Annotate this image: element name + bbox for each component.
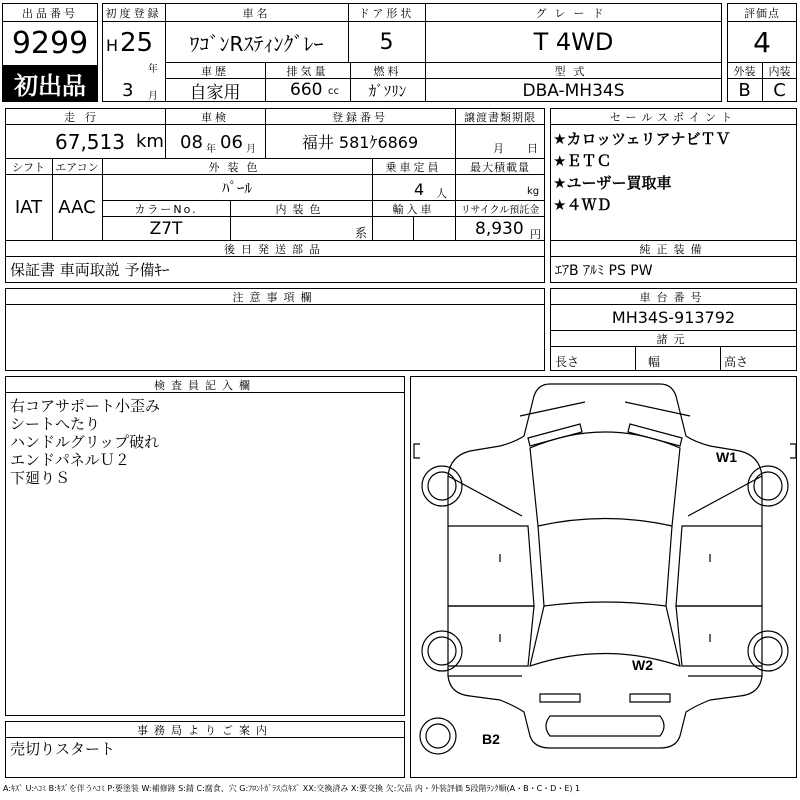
sales-points-label: セールスポイント <box>609 110 737 124</box>
door-type: 5 <box>379 29 394 55</box>
inspection-month-unit: 月 <box>246 144 256 155</box>
model-code: DBA-MH34S <box>522 80 625 101</box>
inspector-note-line: 右コアサポート小歪み <box>10 397 161 415</box>
year-unit: 年 <box>148 64 158 75</box>
displacement-label: 排気量 <box>286 64 329 78</box>
mileage-label: 走行 <box>64 110 106 124</box>
sales-point-item: ★ユーザー買取車 <box>553 174 672 192</box>
later-parts-text: 保証書 車両取説 予備ｷｰ <box>10 261 170 279</box>
recycle-fee: 8,930 <box>475 219 524 239</box>
capacity: 4 <box>414 180 425 199</box>
transfer-deadline-label: 譲渡書類期限 <box>464 110 536 124</box>
exterior-color: ﾊﾟｰﾙ <box>221 179 252 197</box>
inspection-label: 車検 <box>201 110 229 124</box>
chassis-number-label: 車台番号 <box>639 290 708 304</box>
history-label: 車歴 <box>201 64 229 78</box>
first-listing-badge: 初出品 <box>3 65 97 101</box>
car-name-label: 車名 <box>242 6 271 20</box>
inspector-note-line: 下廻りＳ <box>10 469 71 487</box>
sales-point-item: ★ＥＴＣ <box>553 152 612 170</box>
grade: T 4WD <box>533 28 614 56</box>
mileage-unit: km <box>136 131 164 152</box>
inspector-notes <box>10 397 160 487</box>
registration-month: 3 <box>122 80 134 101</box>
max-load-label: 最大積載量 <box>470 160 530 174</box>
aircon-label: エアコン <box>55 160 99 174</box>
recycle-fee-unit: 円 <box>530 228 541 241</box>
damage-mark-w2: W2 <box>632 657 653 673</box>
fuel: ｶﾞｿﾘﾝ <box>368 82 407 100</box>
model-code-label: 型式 <box>554 64 593 78</box>
specs-label: 諸元 <box>656 332 691 346</box>
shift: IAT <box>14 197 43 218</box>
car-name: ﾜｺﾞﾝRｽﾃｨﾝｸﾞﾚｰ <box>189 31 324 56</box>
interior-label: 内装 <box>768 64 791 78</box>
exterior-score: B <box>738 80 751 101</box>
transfer-day-unit: 日 <box>527 142 538 155</box>
door-label: ドア形状 <box>358 6 415 20</box>
inspection-month: 06 <box>220 132 243 153</box>
spec-height-label: 高さ <box>724 355 749 369</box>
inspector-note-line: ハンドルグリップ破れ <box>10 433 160 451</box>
mileage: 67,513 <box>55 130 125 154</box>
shift-label: シフト <box>12 160 45 174</box>
sales-point-item: ★４ＷＤ <box>553 196 612 214</box>
inspection-year: 08 <box>180 132 203 153</box>
color-number: Z7T <box>149 218 183 239</box>
max-load-unit: kg <box>527 186 540 197</box>
interior-color-label: 内装色 <box>275 202 327 216</box>
first-registration-label: 初度登録 <box>105 6 162 20</box>
capacity-unit: 人 <box>436 187 447 200</box>
capacity-label: 乗車定員 <box>385 160 442 174</box>
interior-score: C <box>773 80 786 101</box>
office-notice-text: 売切りスタート <box>10 740 116 758</box>
transfer-month-unit: 月 <box>493 142 504 155</box>
aircon: AAC <box>58 197 96 218</box>
spec-width-label: 幅 <box>648 355 661 369</box>
recycle-fee-label: リサイクル預託金 <box>460 205 540 216</box>
inspector-note-line: シートへたり <box>10 415 101 433</box>
genuine-equipment-label: 純正装備 <box>639 242 708 256</box>
inspector-note-line: エンドパネルＵ２ <box>10 451 130 469</box>
genuine-equipment-text: ｴｱB ｱﾙﾐ PS PW <box>555 263 653 279</box>
displacement: 660 <box>290 80 323 100</box>
later-parts-label: 後日発送部品 <box>224 242 326 256</box>
registration-number-label: 登録番号 <box>332 110 388 124</box>
score-label: 評価点 <box>744 6 780 20</box>
damage-mark-w1: W1 <box>716 449 737 465</box>
sales-point-item: ★カロッツェリアナビＴＶ <box>553 130 731 148</box>
notes-label: 注意事項欄 <box>232 290 318 304</box>
lot-number: 9299 <box>11 25 89 61</box>
car-damage-diagram <box>410 376 797 778</box>
inspector-notes-label: 検査員記入欄 <box>154 378 256 392</box>
month-unit: 月 <box>148 91 158 102</box>
exterior-label: 外装 <box>733 64 756 78</box>
interior-color-unit: 系 <box>355 226 368 240</box>
inspection-year-unit: 年 <box>206 144 216 155</box>
vehicle-history: 自家用 <box>189 83 241 103</box>
damage-legend: A:ｷｽﾞ U:ﾍｺﾐ B:ｷｽﾞを伴うﾍｺﾐ P:要塗装 W:補修跡 S:錆 C:腐食、穴 G:ﾌﾛﾝﾄｶﾞﾗｽ点ｷｽﾞ XX:交換済み X:要交換 欠:欠品 内・外装評価 5段階ﾗﾝｸ順(A・B・C・D・E) 1 <box>3 784 581 793</box>
spec-length-label: 長さ <box>555 355 580 369</box>
grade-label: グレード <box>535 6 612 20</box>
sales-points-list <box>553 128 731 216</box>
office-notice-label: 事務局よりご案内 <box>137 723 273 737</box>
fuel-label: 燃料 <box>373 64 402 78</box>
import-label: 輸入車 <box>392 202 435 216</box>
registration-year: 25 <box>120 28 154 58</box>
chassis-number: MH34S-913792 <box>611 308 736 327</box>
overall-score: 4 <box>753 25 771 59</box>
color-number-label: カラーNo. <box>134 202 198 216</box>
damage-mark-b2: B2 <box>482 731 500 747</box>
lot-number-label: 出品番号 <box>22 6 78 20</box>
displacement-unit: cc <box>328 86 339 97</box>
exterior-color-label: 外装色 <box>208 160 266 174</box>
era-mark: H <box>106 36 119 55</box>
registration-number: 福井 581ｹ6869 <box>301 133 419 152</box>
